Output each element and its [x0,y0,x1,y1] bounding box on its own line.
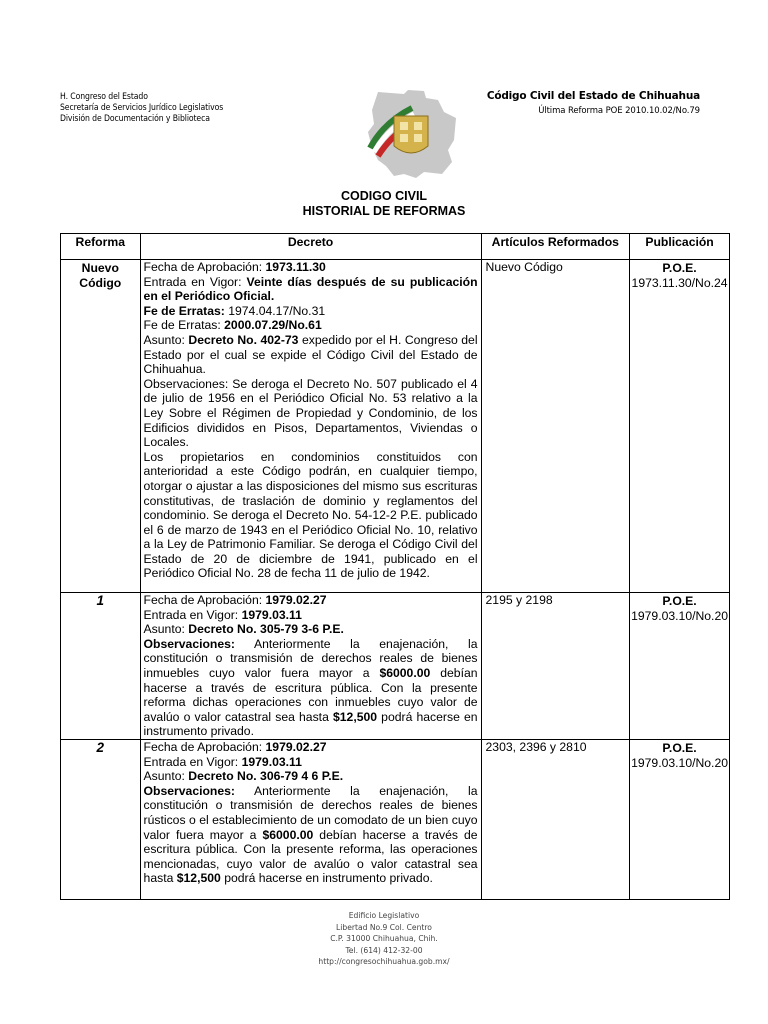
decreto-paragraph [144,622,478,637]
decreto-paragraph [144,637,478,739]
decreto-bold-text: Decreto No. 306-79 4 6 P.E. [188,769,344,784]
footer-line: C.P. 31000 Chihuahua, Chih. [330,934,438,944]
title-line-2: HISTORIAL DE REFORMAS [302,204,466,218]
col-header-articulos: Artículos Reformados [481,234,630,260]
last-reform: Última Reforma POE 2010.10.02/No.79 [538,106,700,116]
decreto-text: Anteriormente la enajenación, la constitución o transmisión de derechos reales de bienes rústicos o el establecimiento de un comodato de un bien cuyo valor fuera mayor a [143,783,478,842]
footer-url[interactable]: http://congresochihuahua.gob.mx/ [318,957,450,967]
decreto-text: Fecha de Aprobación: [143,593,266,607]
decreto-text: Fecha de Aprobación: [143,260,266,274]
decreto-text: Asunto: [143,622,189,637]
publicacion-cell [630,593,730,740]
pub-ref: 1973.11.30/No.24 [631,275,728,290]
decreto-bold-text: 1979.03.11 [241,607,302,622]
decreto-text: debían hacerse a través de escritura pública. Con la presente reforma dichas operaciones con inmuebles cuyo valor de avalúo o valor catastral sea hasta [143,665,478,724]
decreto-bold-text: $6000.00 [262,827,314,842]
decreto-text: Asunto: [143,332,189,347]
decreto-bold-text: Observaciones: [143,783,235,798]
pub-ref: 1979.03.10/No.20 [631,608,728,623]
publicacion-cell [630,260,730,593]
decreto-paragraph [144,755,478,770]
decreto-text: 1974.04.17/No.31 [228,303,326,318]
reforms-table [60,233,730,900]
header-left-line: Secretaría de Servicios Jurídico Legislativos [60,103,224,113]
decreto-text: Asunto: [143,769,189,784]
decreto-paragraph [144,377,478,450]
decreto-paragraph [144,318,478,333]
decreto-text: Fe de Erratas: [143,318,225,333]
header-right [487,90,700,116]
publicacion-cell [630,739,730,899]
decreto-bold-text: Fe de Erratas: [143,303,229,318]
footer-line: Tel. (614) 412-32-00 [345,945,423,955]
articulos-cell: Nuevo Código [481,260,630,593]
table-header-row [61,234,730,260]
decreto-text: Observaciones: Se deroga el Decreto No. 507 publicado el 4 de julio de 1956 en el Periódico Oficial No. 53 relativo a la Ley Sobre el Régimen de Propiedad y Condominio, de los Edificios divididos en Pisos, Departamentos, Viviendas o Locales. [143,376,478,450]
title-line-1: CODIGO CIVIL [340,189,428,203]
decreto-bold-text: $12,500 [176,871,221,886]
col-header-decreto: Decreto [140,234,481,260]
decreto-bold-text: $6000.00 [379,665,431,680]
decreto-bold-text: Decreto No. 305-79 3-6 P.E. [188,622,344,637]
decreto-bold-text: Veinte días después de su publicación en el Periódico Oficial. [143,274,478,304]
decreto-bold-text: 2000.07.29/No.61 [224,318,322,333]
decreto-paragraph [144,593,478,608]
decreto-paragraph [144,333,478,377]
table-row [61,260,730,593]
table-row [61,593,730,740]
col-header-reforma: Reforma [61,234,141,260]
decreto-text: Entrada en Vigor: [143,607,242,622]
footer-line: Edificio Legislativo [348,911,420,920]
decreto-text: podrá hacerse en instrumento privado. [220,871,433,886]
decreto-paragraph [144,304,478,319]
decreto-cell [140,739,481,899]
decreto-paragraph [144,769,478,784]
decreto-cell [140,260,481,593]
decreto-bold-text: 1973.11.30 [265,260,326,274]
document-title: Código Civil del Estado de Chihuahua [486,90,700,102]
decreto-paragraph [144,608,478,623]
decreto-bold-text: 1979.03.11 [241,754,302,769]
pub-label: P.O.E. [662,740,697,755]
decreto-text: Entrada en Vigor: [143,754,242,769]
decreto-bold-text: Observaciones: [143,636,235,651]
pub-label: P.O.E. [662,261,697,275]
footer-line: Libertad No.9 Col. Centro [336,922,432,932]
decreto-paragraph [144,450,478,581]
decreto-text: podrá hacerse en instrumento privado. [143,709,478,739]
decreto-text: Los propietarios en condominios constituidos con anterioridad a este Código podrán, en cualquier tiempo, otorgar o ajustar a las disposiciones del mismo sus escrituras constitutivas, de traslación de dominio y reglamentos del condominio. Se deroga el Decreto No. 54-12-2 P.E. publicado el 6 de marzo de 1943 en el Periódico Oficial No. 10, relativo a la Ley de Patrimonio Familiar. Se deroga el Código Civil del Estado de 20 de diciembre de 1941, publicado en el Periódico Oficial No. 28 de fecha 11 de julio de 1942. [143,449,478,581]
decreto-text: expedido por el H. Congreso del Estado por el cual se expide el Código Civil del Estado de Chihuahua. [143,332,478,377]
state-map-emblem-icon [364,88,460,180]
table-row [61,739,730,899]
pub-label: P.O.E. [662,594,697,608]
articulos-cell: 2303, 2396 y 2810 [481,739,630,899]
decreto-paragraph [144,784,478,886]
decreto-cell [140,593,481,740]
page-title [0,189,768,219]
decreto-text: Fecha de Aprobación: [143,739,266,754]
decreto-text: Entrada en Vigor: [143,274,247,289]
decreto-paragraph [144,275,478,304]
header-left-line: División de Documentación y Biblioteca [60,114,210,124]
header-left [60,92,223,125]
decreto-text: debían hacerse a través de escritura pública. Con la presente reforma, las operaciones mencionadas, cuyo valor de avalúo o valor catastral sea hasta [143,827,478,886]
decreto-bold-text: Decreto No. 402-73 [188,332,299,347]
decreto-bold-text: 1979.02.27 [265,593,327,607]
decreto-paragraph [144,260,478,275]
reforma-cell: 2 [61,739,141,899]
articulos-cell: 2195 y 2198 [481,593,630,740]
footer [0,910,768,968]
decreto-bold-text: $12,500 [332,709,378,724]
decreto-text: Anteriormente la enajenación, la constitución o transmisión de derechos reales de bienes inmuebles cuyo valor fuera mayor a [143,636,478,680]
pub-ref: 1979.03.10/No.20 [631,755,728,770]
col-header-publicacion: Publicación [630,234,730,260]
reforma-cell: Nuevo Código [61,260,141,593]
decreto-bold-text: 1979.02.27 [265,739,327,754]
header-left-line: H. Congreso del Estado [60,92,148,102]
decreto-paragraph [144,740,478,755]
reforma-cell: 1 [61,593,141,740]
